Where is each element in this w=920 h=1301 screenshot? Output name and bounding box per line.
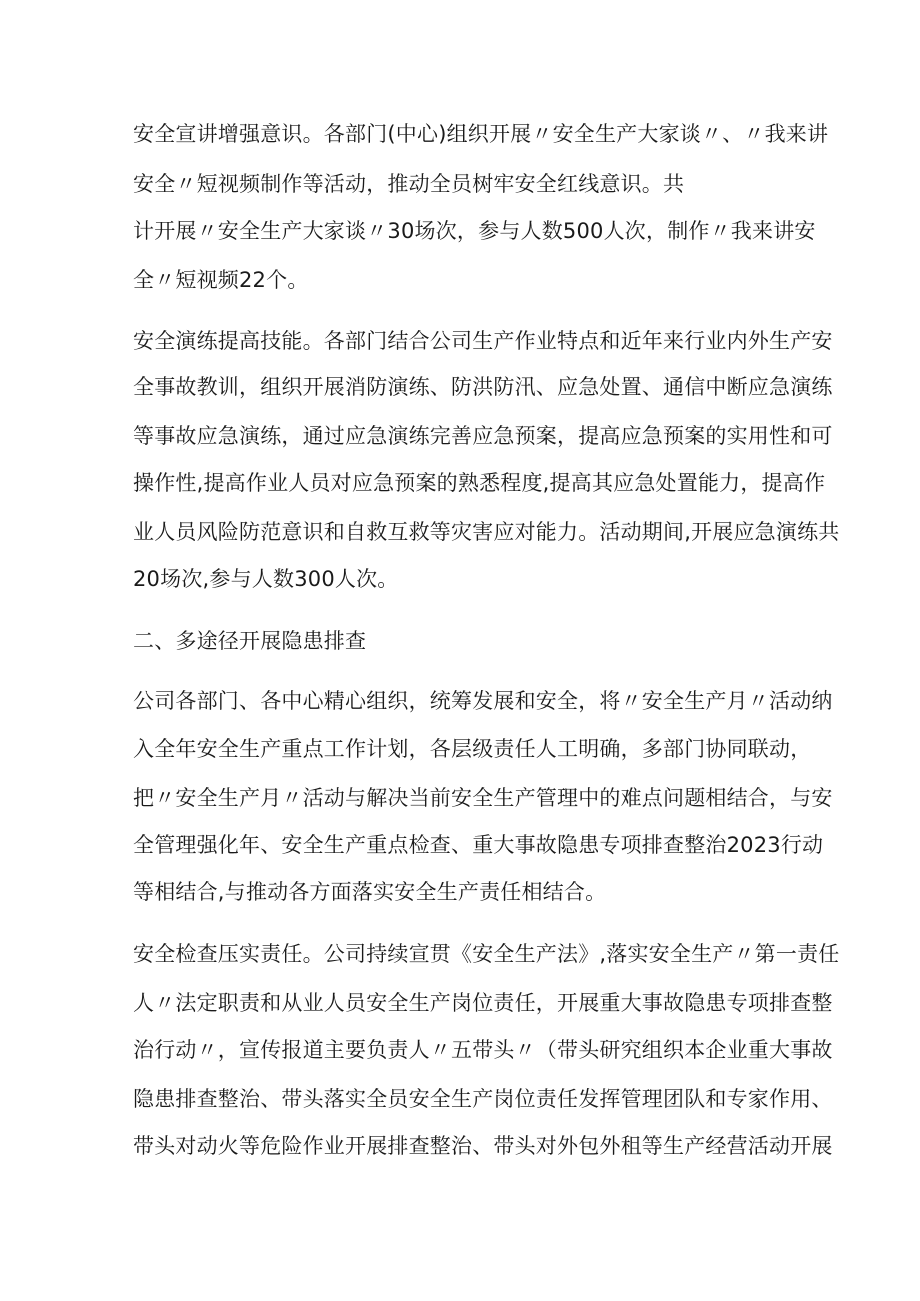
paragraph-2-line-1: 安全演练提高技能。各部门结合公司生产作业特点和近年来行业内外生产安 [133, 329, 833, 353]
paragraph-1-line-2: 安全〃短视频制作等活动，推动全员树牢安全红线意识。共 [133, 172, 685, 196]
paragraph-1-line-4: 全〃短视频22个。 [133, 268, 309, 292]
paragraph-3-line-4: 全管理强化年、安全生产重点检查、重大事故隐患专项排查整治2023行动 [133, 833, 824, 857]
paragraph-3-line-5: 等相结合,与推动各方面落实安全生产责任相结合。 [133, 880, 607, 904]
paragraph-2-line-6: 20场次,参与人数300人次。 [133, 567, 399, 591]
paragraph-3-line-2: 入全年安全生产重点工作计划，各层级责任人工明确，多部门协同联动， [133, 737, 812, 761]
paragraph-2-line-4: 操作性,提高作业人员对应急预案的熟悉程度,提高其应急处置能力，提高作 [133, 471, 826, 495]
paragraph-4-line-4: 隐患排查整治、带头落实全员安全生产岗位责任发挥管理团队和专家作用、 [133, 1087, 833, 1111]
paragraph-4-line-3: 治行动〃，宣传报道主要负责人〃五带头〃（带头研究组织本企业重大事故 [133, 1038, 833, 1062]
paragraph-4-line-1: 安全检查压实责任。公司持续宣贯《安全生产法》,落实安全生产〃第一责任 [133, 942, 840, 966]
paragraph-2-line-2: 全事故教训，组织开展消防演练、防洪防汛、应急处置、通信中断应急演练 [133, 375, 833, 399]
paragraph-1-line-1: 安全宣讲增强意识。各部门(中心)组织开展〃安全生产大家谈〃、〃我来讲 [133, 122, 829, 146]
paragraph-2-line-3: 等事故应急演练，通过应急演练完善应急预案，提高应急预案的实用性和可 [133, 424, 833, 448]
paragraph-1-line-3: 计开展〃安全生产大家谈〃30场次，参与人数500人次，制作〃我来讲安 [133, 219, 816, 243]
paragraph-3-line-1: 公司各部门、各中心精心组织，统筹发展和安全，将〃安全生产月〃活动纳 [133, 689, 833, 713]
paragraph-4-line-2: 人〃法定职责和从业人员安全生产岗位责任，开展重大事故隐患专项排查整 [133, 991, 833, 1015]
paragraph-4-line-5: 带头对动火等危险作业开展排查整治、带头对外包外租等生产经营活动开展 [133, 1134, 833, 1158]
paragraph-2-line-5: 业人员风险防范意识和自救互救等灾害应对能力。活动期间,开展应急演练共 [133, 520, 840, 544]
section-heading: 二、多途径开展隐患排查 [133, 629, 367, 653]
paragraph-3-line-3: 把〃安全生产月〃活动与解决当前安全生产管理中的难点问题相结合，与安 [133, 786, 833, 810]
